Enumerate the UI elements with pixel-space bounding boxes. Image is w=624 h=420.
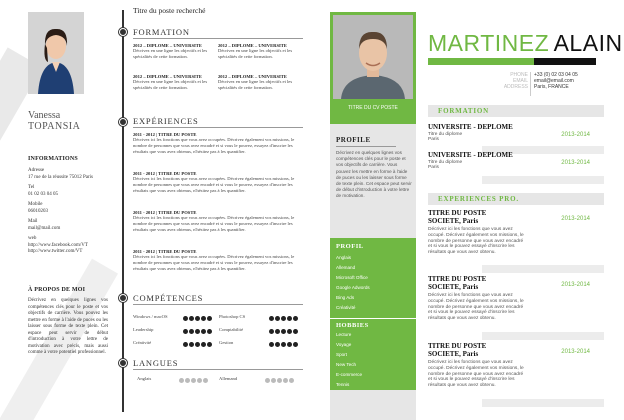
skill-name: Gestion <box>219 339 234 345</box>
formation-diploma: Titre du diplome <box>428 159 463 165</box>
timeline-line <box>122 10 124 412</box>
skill-rating-dots <box>269 334 299 352</box>
first-name: Vanessa <box>28 110 61 121</box>
formation-item <box>218 43 302 60</box>
skill-item: Microsoft Office <box>336 275 368 280</box>
formation-heading: FORMATION <box>428 105 604 117</box>
skill-item: Google Adwords <box>336 285 370 290</box>
formation-title: 2012 – DIPLOME – UNIVERSITE <box>218 43 287 48</box>
experience-title: 2011 - 2012 | TITRE DU POSTE <box>133 132 197 137</box>
skills-heading: COMPÉTENCES <box>133 293 204 303</box>
languages-heading: LANGUES <box>133 358 179 368</box>
formation-heading: FORMATION <box>133 27 190 37</box>
skill-item: Bing Ads <box>336 295 355 300</box>
experience-title: 2011 - 2012 | TITRE DU POSTE <box>133 171 197 176</box>
section-divider <box>133 38 303 39</box>
profile-text: Décrivez en quelques lignes vos compétences clés pour le poste et vos objectifs de carrière. Vous pouvez les mettre en forme à l'aide de puces ou les laisser sous forme de texte plein. Cet espace peut servir de début d'introduction à votre lettre de motivation. <box>336 150 412 199</box>
experience-title: TITRE DU POSTE <box>428 342 487 350</box>
skill-name: Windows / macOS <box>133 313 168 319</box>
info-label: Adresse <box>28 168 45 173</box>
formation-item <box>133 43 213 60</box>
skills-grid <box>133 310 303 349</box>
formation-text: Décrivez en une ligne les objectifs et les spécialités de cette formation. <box>218 48 293 59</box>
formation-text: Décrivez en une ligne les objectifs et les spécialités de cette formation. <box>133 48 208 59</box>
experience-item <box>133 210 303 233</box>
experience-date: 2013-2014 <box>561 349 590 355</box>
timeline-dot <box>119 359 127 367</box>
hobby-item: Tennis <box>336 382 350 387</box>
skill-rating-dots <box>183 334 219 352</box>
formation-date: 2013-2014 <box>561 132 590 138</box>
formation-text: Décrivez en une ligne les objectifs et les spécialités de cette formation. <box>218 79 293 90</box>
timeline-dot <box>119 118 127 126</box>
info-value: 06010203 <box>28 208 48 214</box>
experience-text: Décrivez ici les fonctions que vous avez occupé. Décrivez également vos missions, le nombre de personne que vous avez encadré et si vous le pouvez essayé d'inscrire les résultats que vous avez obtenu. <box>428 293 524 322</box>
skills-list <box>336 253 410 313</box>
formation-title: UNIVERSITE - DEPLOME <box>428 123 513 131</box>
language-name: Anglais <box>137 376 152 381</box>
experience-text: Décrivez ici les fonctions que vous avez occupées. Décrivez également vos missions, le nombre de personnes que vous avez encadré et si vous le pouvez, essayez d'inscrire les résultats que vous avez obtenus, n'hésitez pas à les quantifier. <box>133 254 295 271</box>
info-label: Mail <box>28 219 38 224</box>
timeline-dot <box>119 294 127 302</box>
formation-item <box>428 152 604 171</box>
formation-city: Paris <box>428 137 439 143</box>
language-rating-dots <box>265 370 295 388</box>
contact-labels <box>490 72 528 90</box>
info-label: Mobile <box>28 202 43 207</box>
formation-city: Paris <box>428 165 439 171</box>
skill-name: Photoshop CS <box>219 313 246 319</box>
about-text: Décrivez en quelques lignes vos compétences clés pour le poste et vos objectifs de carrière. Vous pouvez les mettre en forme à l'aide de puces ou les laisser sous forme de texte plein. Cet espace peut servir de début d'introduction à votre lettre de motivation avec précis, mais aussi comme à votre potentiel professionnel. <box>28 298 108 355</box>
info-list <box>28 168 108 256</box>
hobby-item: New Tech <box>336 362 357 367</box>
experience-title: TITRE DU POSTE <box>428 275 487 283</box>
info-label: web <box>28 236 37 241</box>
experience-text: Décrivez ici les fonctions que vous avez occupées. Décrivez également vos missions, le nombre de personnes que vous avez encadré et si vous le pouvez, essayez d'inscrire les résultats que vous avez obtenus, n'hésitez pas à les quantifier. <box>133 137 295 154</box>
experience-company: SOCIETE, Paris <box>428 282 479 291</box>
section-divider <box>336 146 396 147</box>
language-rating-dots <box>179 370 219 388</box>
section-divider <box>133 127 303 128</box>
profile-heading: PROFILE <box>336 136 371 144</box>
contact-divider <box>530 72 531 96</box>
formation-title: 2012 – DIPLOME – UNIVERSITE <box>133 74 202 79</box>
skills-heading: PROFIL <box>336 243 364 250</box>
about-heading: À PROPOS DE MOI <box>28 287 86 293</box>
job-title-banner: TITRE DU CV POSTE <box>330 102 416 124</box>
info-value: mail@mail.com <box>28 225 61 231</box>
skill-item: Anglais <box>336 255 352 260</box>
formation-title: UNIVERSITE - DEPLOME <box>428 151 513 159</box>
experience-text: Décrivez ici les fonctions que vous avez occupé. Décrivez également vos missions, le nombre de personne que vous avez encadré et si vous le pouvez essayé d'inscrire les résultats que vous avez obtenu. <box>428 360 524 389</box>
contact-label: ADDRESS <box>503 84 528 90</box>
experience-text: Décrivez ici les fonctions que vous avez occupées. Décrivez également vos missions, le nombre de personnes que vous avez encadré et si vous le pouvez, essayez d'inscrire les résultats que vous avez obtenus, n'hésitez pas à les quantifier. <box>133 176 295 193</box>
formation-item <box>428 124 604 143</box>
info-value: 01 02 03 04 05 <box>28 191 58 197</box>
experience-item <box>133 171 303 194</box>
hobby-item: Voyage <box>336 342 352 347</box>
skill-item: Créativité <box>336 305 356 310</box>
experience-company: SOCIETE, Paris <box>428 216 479 225</box>
profile-photo-man <box>333 15 413 99</box>
separator-bar <box>482 176 604 184</box>
skill-item: Allemand <box>336 265 356 270</box>
experience-company: SOCIETE, Paris <box>428 349 479 358</box>
full-name <box>428 30 623 57</box>
formation-item <box>133 74 213 91</box>
contact-label: PHONE <box>510 72 528 78</box>
experience-item <box>133 132 303 155</box>
experience-date: 2013-2014 <box>561 216 590 222</box>
experience-item <box>133 249 303 272</box>
section-divider <box>133 304 303 305</box>
experience-item <box>428 210 604 256</box>
hobby-item: E-commerce <box>336 372 363 377</box>
job-title: Titre du poste recherché <box>133 6 206 15</box>
experience-text: Décrivez ici les fonctions que vous avez occupées. Décrivez également vos missions, le nombre de personnes que vous avez encadré et si vous le pouvez, essayez d'inscrire les résultats que vous avez obtenus, n'hésitez pas à les quantifier. <box>133 215 295 232</box>
experiences-heading: EXPERIENCES PRO. <box>428 193 604 205</box>
info-value: http://www.facebook.com/VT <box>28 242 88 248</box>
info-value: 17 rue de la réussite 75012 Paris <box>28 174 93 180</box>
formation-title: 2012 – DIPLOME – UNIVERSITE <box>133 43 202 48</box>
name-bar-black <box>534 58 596 65</box>
hobbies-heading: HOBBIES <box>336 322 369 329</box>
hobby-item: Sport <box>336 352 347 357</box>
info-heading: INFORMATIONS <box>28 156 78 162</box>
last-name: TOPANSIA <box>28 121 81 132</box>
formation-item <box>218 74 302 91</box>
contact-values <box>534 72 604 90</box>
experience-title: 2011 - 2012 | TITRE DU POSTE <box>133 249 197 254</box>
contact-email: email@email.com <box>534 78 574 84</box>
name-bar-green <box>428 58 534 65</box>
cv-template-right <box>312 0 624 420</box>
first-name: ALAIN <box>553 30 623 56</box>
contact-address: Paris, FRANCE <box>534 84 569 90</box>
timeline-dot <box>119 28 127 36</box>
profile-photo-frame <box>330 12 416 102</box>
languages-row <box>133 374 303 384</box>
formation-diploma: Titre du diplome <box>428 131 463 137</box>
info-label: Tel <box>28 185 35 190</box>
experience-text: Décrivez ici les fonctions que vous avez occupé. Décrivez également vos missions, le nombre de personne que vous avez encadré et si vous le pouvez essayé d'inscrire les résultats que vous avez obtenu. <box>428 227 524 256</box>
profile-photo-woman <box>28 12 84 94</box>
hobbies-list <box>336 330 410 390</box>
experience-item <box>428 276 604 322</box>
experience-title: TITRE DU POSTE <box>428 209 487 217</box>
separator-bar <box>482 399 604 407</box>
formation-text: Décrivez en une ligne les objectifs et les spécialités de cette formation. <box>133 79 208 90</box>
experience-item <box>428 343 604 389</box>
skill-name: Comptabilité <box>219 326 243 332</box>
hobby-item: Lecture <box>336 332 352 337</box>
contact-phone: +33 (0) 02 03 04 05 <box>534 72 578 78</box>
experience-date: 2013-2014 <box>561 282 590 288</box>
language-name: Allemand <box>219 376 238 381</box>
separator-bar <box>482 332 604 340</box>
experiences-heading: EXPÉRIENCES <box>133 116 199 126</box>
contact-label: EMAIL <box>512 78 528 84</box>
formation-date: 2013-2014 <box>561 160 590 166</box>
formation-title: 2012 – DIPLOME – UNIVERSITE <box>218 74 287 79</box>
experience-title: 2011 - 2012 | TITRE DU POSTE <box>133 210 197 215</box>
skills-box <box>330 238 416 318</box>
info-value: http://www.twitter.com/VT <box>28 249 83 254</box>
last-name: MARTINEZ <box>428 30 550 56</box>
separator-bar <box>482 265 604 273</box>
hobbies-box <box>330 318 416 390</box>
skill-name: Leadership <box>133 326 154 332</box>
skill-name: Créativité <box>133 339 152 345</box>
